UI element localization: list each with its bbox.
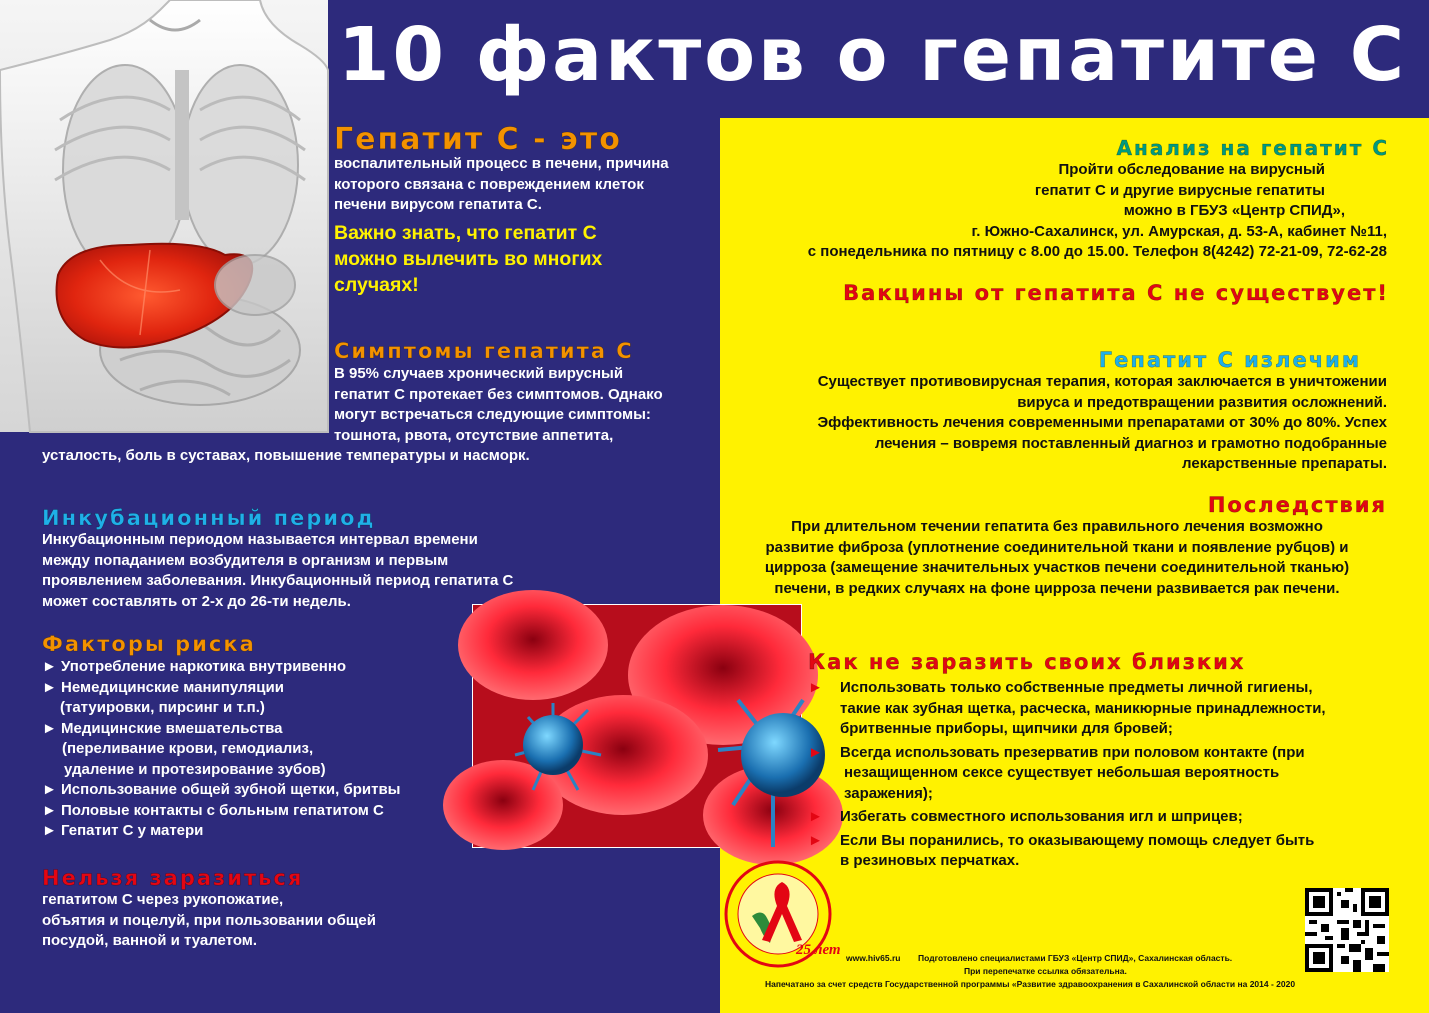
protect-heading: Как не заразить своих близких: [808, 650, 1246, 674]
cannot-heading: Нельзя заразиться: [42, 866, 304, 890]
analysis-heading: Анализ на гепатит С: [1116, 136, 1389, 160]
list-item: [808, 678, 1326, 740]
logo-years: 25 лет: [796, 942, 841, 958]
risk-heading: Факторы риска: [42, 632, 256, 656]
text-line: которого связана с повреждением клеток: [334, 175, 644, 193]
text-line: воспалительный процесс в печени, причина: [334, 155, 669, 172]
text-line: печени, в редких случаях на фоне цирроза печени развивается рак печени.: [774, 579, 1340, 597]
curable-heading: Гепатит С излечим: [1098, 348, 1361, 372]
text-line: В 95% случаев хронический вирусный: [334, 365, 624, 382]
list-item: ► Использование общей зубной щетки, бритвы: [42, 781, 401, 798]
qr-code[interactable]: [1305, 888, 1389, 972]
text-line: лекарственные препараты.: [1182, 455, 1387, 472]
protect-list: [808, 678, 1326, 872]
symptoms-text: [334, 364, 663, 446]
page-title: 10 фактов о гепатите С: [338, 12, 1408, 98]
text-line: гепатит С протекает без симптомов. Однако: [334, 385, 663, 403]
text-line: Избегать совместного использования игл и шприцев;: [840, 808, 1243, 825]
text-line: Эффективность лечения современными препаратами от 30% до 80%. Успех: [817, 414, 1387, 431]
list-item: ► Немедицинские манипуляции: [42, 678, 284, 696]
bullet-icon: ►: [808, 831, 823, 849]
text-line: Инкубационным периодом называется интервал времени: [42, 531, 478, 548]
list-item: [808, 831, 1326, 872]
text-line: могут встречаться следующие симптомы:: [334, 406, 651, 423]
ribbon-logo-icon: [722, 858, 841, 970]
list-item: ► Употребление наркотика внутривенно: [42, 658, 347, 675]
text-line: можно вылечить во многих: [334, 248, 603, 270]
list-item: ► Половые контакты с больным гепатитом С: [42, 801, 384, 819]
text-line: цирроза (замещение значительных участков печени соединительной тканью): [764, 559, 1350, 576]
text-line: развитие фиброза (уплотнение соединительной ткани и появление рубцов) и: [765, 538, 1349, 556]
list-item: ► Гепатит С у матери: [42, 822, 204, 839]
text-line: тошнота, рвота, отсутствие аппетита,: [334, 426, 614, 444]
text-line: с понедельника по пятницу с 8.00 до 15.00. Телефон 8(4242) 72-21-09, 72-62-28: [807, 243, 1387, 260]
text-line: объятия и поцелуй, при пользовании общей: [42, 911, 376, 929]
cannot-text: [42, 890, 376, 952]
text-line: г. Южно-Сахалинск, ул. Амурская, д. 53-А, кабинет №11,: [971, 222, 1387, 240]
aids-center-logo: [722, 858, 841, 970]
text-line: Если Вы поранились, то оказывающему помощь следует быть: [840, 831, 1315, 849]
bullet-icon: ►: [808, 743, 823, 761]
text-line: лечения – вовремя поставленный диагноз и грамотно подобранные: [874, 434, 1387, 452]
what-is-heading: Гепатит С - это: [334, 122, 622, 157]
text-line: такие как зубная щетка, расческа, маникюрные принадлежности,: [840, 699, 1326, 717]
qr-code-icon: [1305, 888, 1389, 972]
analysis-text: [687, 160, 1387, 263]
what-is-text: [334, 154, 669, 216]
bullet-icon: ►: [808, 808, 823, 825]
text-line: Важно знать, что гепатит С: [334, 222, 597, 244]
footer-site[interactable]: www.hiv65.ru: [846, 953, 901, 963]
text-line: между попаданием возбудителя в организм и первым: [42, 551, 449, 569]
list-item: ► Медицинские вмешательства: [42, 719, 283, 737]
vaccine-heading: Вакцины от гепатита С не существует!: [843, 281, 1389, 305]
text-line: вируса и предотвращении развития осложнений.: [1017, 393, 1387, 411]
text-line: бритвенные приборы, щипчики для бровей;: [840, 720, 1173, 737]
list-item: (татуировки, пирсинг и т.п.): [60, 699, 265, 716]
list-item: [808, 743, 1326, 805]
text-line: может составлять от 2-х до 26-ти недель.: [42, 592, 351, 610]
text-line: посудой, ванной и туалетом.: [42, 932, 258, 949]
curable-note: [334, 220, 602, 298]
list-item: [808, 807, 1326, 828]
text-line: можно в ГБУЗ «Центр СПИД»,: [1123, 202, 1345, 219]
symptoms-heading: Симптомы гепатита С: [334, 339, 634, 363]
footer-funded: Напечатано за счет средств Государственной программы «Развитие здравоохранения в Сахалинской области на 2014 - 2020: [765, 979, 1296, 989]
consequences-text: [722, 517, 1392, 599]
footer-reprint: При перепечатке ссылка обязательна.: [964, 966, 1127, 976]
curable-text: [697, 372, 1387, 475]
text-line: в резиновых перчатках.: [840, 852, 1020, 869]
text-line: Существует противовирусная терапия, которая заключается в уничтожении: [817, 373, 1387, 390]
text-line: заражения);: [844, 784, 933, 802]
text-line: гепатитом С через рукопожатие,: [42, 891, 284, 908]
text-line: гепатит С и другие вирусные гепатиты: [1034, 181, 1325, 199]
text-line: проявлением заболевания. Инкубационный период гепатита С: [42, 572, 514, 589]
list-item: удаление и протезирование зубов): [64, 760, 326, 778]
bullet-icon: ►: [808, 679, 823, 696]
text-line: незащищенном сексе существует небольшая вероятность: [844, 764, 1280, 781]
blood-virus-icon: [473, 605, 801, 847]
incubation-heading: Инкубационный период: [42, 506, 376, 530]
text-line: Всегда использовать презерватив при половом контакте (при: [840, 743, 1305, 761]
virus-illustration: [472, 604, 802, 848]
list-item: (переливание крови, гемодиализ,: [62, 740, 314, 757]
consequences-heading: Последствия: [1207, 493, 1387, 517]
text-line: Использовать только собственные предметы личной гигиены,: [840, 679, 1313, 696]
footer-prepared: Подготовлено специалистами ГБУЗ «Центр СПИД», Сахалинская область.: [918, 953, 1233, 963]
incubation-text: [42, 530, 513, 612]
text-line: печени вирусом гепатита С.: [334, 196, 542, 213]
anatomy-illustration: [0, 0, 328, 432]
text-line: Пройти обследование на вирусный: [1058, 161, 1325, 178]
text-line: При длительном течении гепатита без правильного лечения возможно: [791, 518, 1323, 535]
text-line: случаях!: [334, 274, 419, 296]
symptoms-text-last: усталость, боль в суставах, повышение температуры и насморк.: [42, 447, 530, 464]
torso-liver-icon: [0, 0, 328, 432]
risk-list: [42, 657, 401, 842]
